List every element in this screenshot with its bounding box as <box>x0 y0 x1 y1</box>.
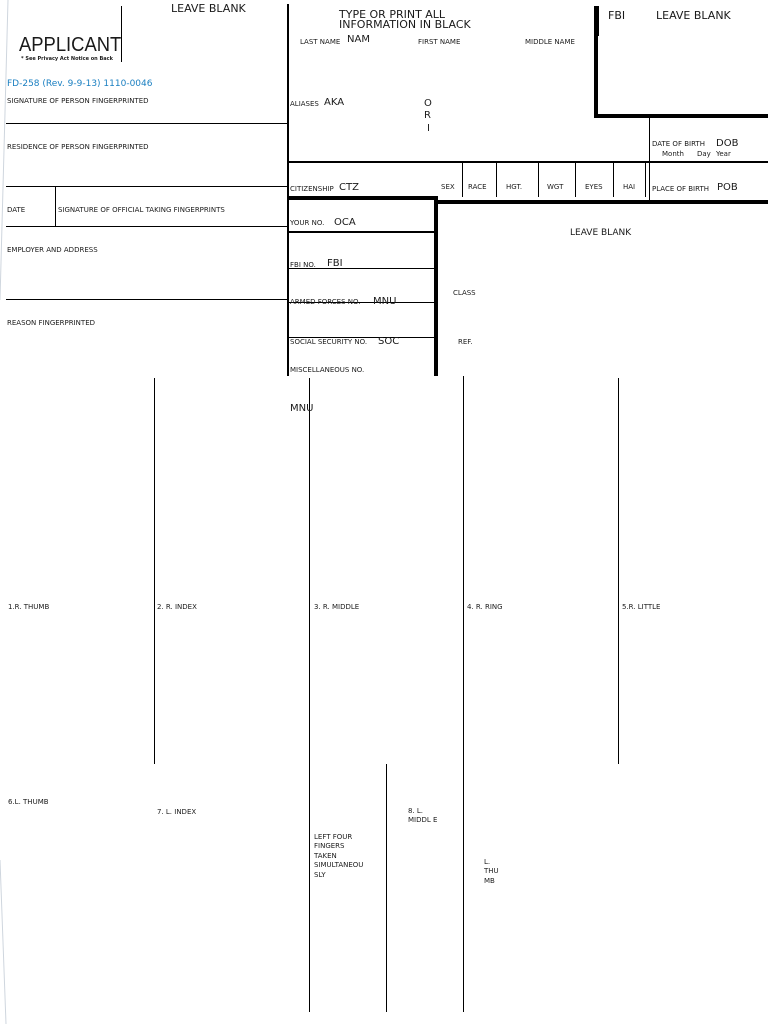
divider <box>287 231 436 233</box>
dob-month: Month <box>662 150 684 158</box>
your-no-label: YOUR NO. <box>290 219 325 227</box>
last-name-label: LAST NAME <box>300 38 341 46</box>
finger-r-index[interactable]: 2. R. INDEX <box>157 603 197 611</box>
finger-l-middle[interactable]: 8. L. MIDDL E <box>408 807 438 825</box>
dob-day: Day <box>697 150 711 158</box>
divider <box>462 163 463 197</box>
pob-value[interactable]: POB <box>717 182 738 193</box>
fbi-no-label: FBI NO. <box>290 261 316 269</box>
applicant-title: APPLICANT <box>19 34 122 56</box>
your-no-value[interactable]: OCA <box>334 217 356 228</box>
fbi-no-value[interactable]: FBI <box>327 258 343 269</box>
dob-year: Year <box>716 150 731 158</box>
divider <box>154 378 155 764</box>
divider <box>645 163 646 197</box>
divider <box>496 163 497 197</box>
middle-name-label: MIDDLE NAME <box>525 38 575 46</box>
fbi-header-label: FBI <box>608 9 626 22</box>
ori-letter: I <box>427 123 430 134</box>
divider <box>594 6 598 118</box>
armed-forces-label: ARMED FORCES NO. <box>290 298 361 306</box>
finger-r-middle[interactable]: 3. R. MIDDLE <box>314 603 360 611</box>
divider <box>598 6 599 36</box>
divider <box>436 200 768 204</box>
divider <box>618 378 619 764</box>
ori-letter: O <box>424 98 432 109</box>
leave-blank-center: LEAVE BLANK <box>570 228 632 238</box>
divider <box>649 118 650 200</box>
eyes-label: EYES <box>585 183 603 191</box>
divider <box>287 196 438 200</box>
divider <box>6 299 287 300</box>
dob-value[interactable]: DOB <box>716 138 739 149</box>
signature-official-label: SIGNATURE OF OFFICIAL TAKING FINGERPRINTS <box>58 206 225 214</box>
divider <box>434 196 438 376</box>
finger-r-little[interactable]: 5.R. LITTLE <box>622 603 661 611</box>
race-label: RACE <box>468 183 487 191</box>
divider <box>287 4 289 376</box>
finger-r-thumb[interactable]: 1.R. THUMB <box>8 603 50 611</box>
left-four-fingers[interactable]: LEFT FOUR FINGERS TAKEN SIMULTANEOU SLY <box>314 833 364 879</box>
wgt-label: WGT <box>547 183 564 191</box>
last-name-value[interactable]: NAM <box>347 34 370 45</box>
leave-blank-left: LEAVE BLANK <box>171 2 246 15</box>
ssn-value[interactable]: SOC <box>378 336 400 347</box>
dob-label: DATE OF BIRTH <box>652 140 705 148</box>
ori-letter: R <box>424 110 431 121</box>
divider <box>613 163 614 197</box>
divider <box>309 378 310 1012</box>
left-edge-diagonal <box>0 0 10 1024</box>
privacy-note: * See Privacy Act Notice on Back <box>21 56 113 62</box>
divider <box>6 123 287 124</box>
citizenship-label: CITIZENSHIP <box>290 185 334 193</box>
ssn-label: SOCIAL SECURITY NO. <box>290 338 368 346</box>
ref-label: REF. <box>458 338 473 346</box>
citizenship-value[interactable]: CTZ <box>339 182 359 193</box>
divider <box>594 114 768 118</box>
divider <box>538 163 539 197</box>
sex-label: SEX <box>441 183 455 191</box>
divider <box>6 186 287 187</box>
pob-label: PLACE OF BIRTH <box>652 185 710 193</box>
divider <box>287 161 768 163</box>
finger-l-index[interactable]: 7. L. INDEX <box>157 808 197 816</box>
signature-fingerprinted-label: SIGNATURE OF PERSON FINGERPRINTED <box>7 97 149 105</box>
finger-r-ring[interactable]: 4. R. RING <box>467 603 503 611</box>
armed-forces-value[interactable]: MNU <box>373 296 397 307</box>
divider <box>463 386 464 1012</box>
reason-label: REASON FINGERPRINTED <box>7 319 96 327</box>
divider <box>55 186 56 226</box>
divider <box>575 163 576 197</box>
date-label: DATE <box>7 206 26 214</box>
class-label: CLASS <box>453 289 476 297</box>
divider <box>463 376 464 386</box>
aliases-label: ALIASES <box>290 100 319 108</box>
hgt-label: HGT. <box>506 183 523 191</box>
employer-label: EMPLOYER AND ADDRESS <box>7 246 98 254</box>
leave-blank-right: LEAVE BLANK <box>656 9 731 22</box>
finger-l-thumb[interactable]: 6.L. THUMB <box>8 798 49 806</box>
divider <box>6 226 287 227</box>
residence-label: RESIDENCE OF PERSON FINGERPRINTED <box>7 143 149 151</box>
divider <box>386 764 387 1012</box>
instructions: TYPE OR PRINT ALL INFORMATION IN BLACK <box>339 8 471 31</box>
finger-l-thumb-short[interactable]: L. THU MB <box>484 858 499 885</box>
misc-label: MISCELLANEOUS NO. <box>290 366 365 374</box>
first-name-label: FIRST NAME <box>418 38 461 46</box>
form-number: FD-258 (Rev. 9-9-13) 1110-0046 <box>7 79 153 89</box>
misc-value[interactable]: MNU <box>290 403 314 414</box>
aliases-value[interactable]: AKA <box>324 97 345 108</box>
hair-label: HAI <box>623 183 636 191</box>
